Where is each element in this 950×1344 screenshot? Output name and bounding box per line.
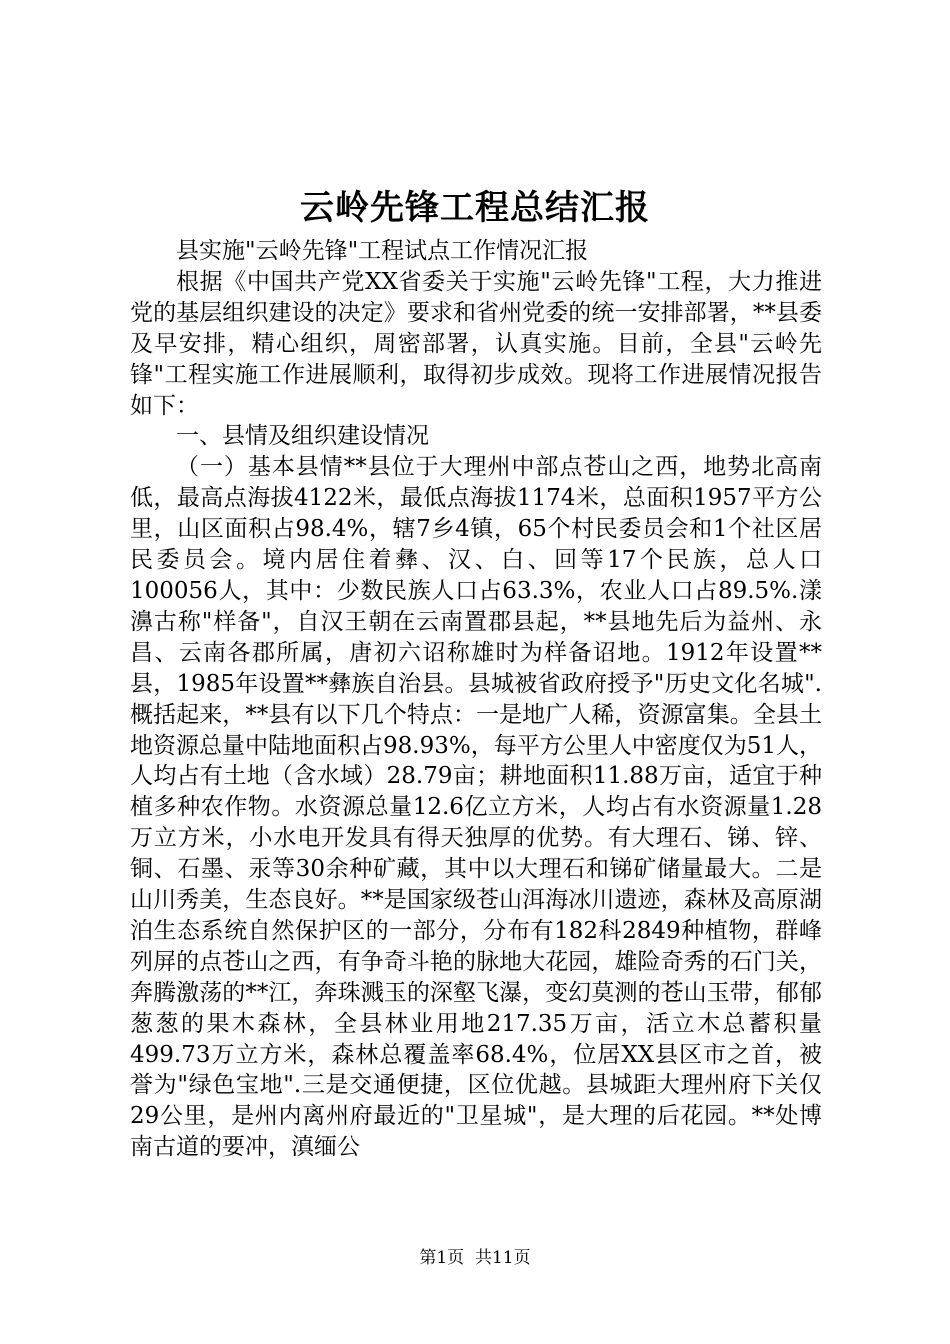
document-title: 云岭先锋工程总结汇报 <box>300 188 650 228</box>
paragraph-intro: 根据《中国共产党XX省委关于实施"云岭先锋"工程，大力推进党的基层组织建设的决定》要求和省州党委的统一安排部署，**县委及早安排，精心组织，周密部署，认真实施。目前，全县"云岭先锋"工程实施工作进展顺利，取得初步成效。现将工作进展情况报告如下： <box>130 268 822 419</box>
document-body <box>130 236 822 1163</box>
page-footer <box>0 1247 950 1269</box>
paragraph-basic-info: （一）基本县情**县位于大理州中部点苍山之西，地势北高南低，最高点海拔4122米，最低点海拔1174米，总面积1957平方公里，山区面积占98.4%，辖7乡4镇，65个村民委员会和1个社区居民委员会。境内居住着彝、汉、白、回等17个民族，总人口100056人，其中：少数民族人口占63.3%，农业人口占89.5%.漾濞古称"样备"，自汉王朝在云南置郡县起，**县地先后为益州、永昌、云南各郡所属，唐初六诏称雄时为样备诏地。1912年设置**县，1985年设置**彝族自治县。县城被省政府授予"历史文化名城".概括起来，**县有以下几个特点：一是地广人稀，资源富集。全县土地资源总量中陆地面积占98.93%，每平方公里人中密度仅为51人，人均占有土地（含水域）28.79亩；耕地面积11.88万亩，适宜于种植多种农作物。水资源总量12.6亿立方米，人均占有水资源量1.28万立方米，小水电开发具有得天独厚的优势。有大理石、锑、锌、铜、石墨、汞等30余种矿藏，其中以大理石和锑矿储量最大。二是山川秀美，生态良好。**是国家级苍山洱海冰川遗迹，森林及高原湖泊生态系统自然保护区的一部分，分布有182科2849种植物，群峰列屏的点苍山之西，有争奇斗艳的脉地大花园，雄险奇秀的石门关，奔腾激荡的**江，奔珠溅玉的深壑飞瀑，变幻莫测的苍山玉带，郁郁葱葱的果木森林，全县林业用地217.35万亩，活立木总蓄积量499.73万立方米，森林总覆盖率68.4%，位居XX县区市之首，被誉为"绿色宝地".三是交通便捷，区位优越。县城距大理州府下关仅29公里，是州内离州府最近的"卫星城"，是大理的后花园。**处博南古道的要冲，滇缅公 <box>130 454 822 1161</box>
page-number-label: 第1页 共11页 <box>419 1248 531 1268</box>
paragraph-subtitle: 县实施"云岭先锋"工程试点工作情况汇报 <box>176 238 589 264</box>
paragraph-section-heading: 一、县情及组织建设情况 <box>176 423 429 450</box>
